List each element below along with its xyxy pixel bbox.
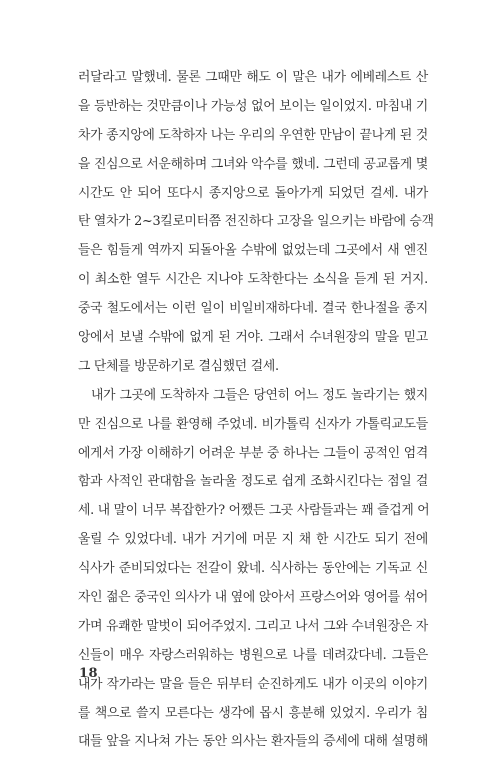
body-text [78,64,434,757]
text-line: 를 책으로 쓸지 모른다는 생각에 몹시 흥분해 있었지. 우리가 침 [78,705,428,721]
text-line: 들은 힘들게 역까지 되돌아올 수밖에 없었는데 그곳에서 새 엔진 [78,243,428,259]
text-line: 차가 종지앙에 도착하자 나는 우리의 우연한 만남이 끝나게 된 것 [78,127,428,143]
text-line: 세. 내 말이 너무 복잡한가? 어쨌든 그곳 사람들과는 꽤 즐겁게 어 [78,503,430,519]
text-line: 탄 열차가 2~3킬로미터쯤 전진하다 고장을 일으키는 바람에 승객 [78,214,434,230]
text-line: 만 진심으로 나를 환영해 주었네. 비가톨릭 신자가 가톨릭교도들 [78,416,428,432]
text-line: 울릴 수 있었다네. 내가 거기에 머문 지 채 한 시간도 되기 전에 [78,532,428,548]
text-line: 내가 그곳에 도착하자 그들은 당연히 어느 정도 놀라기는 했지 [91,387,428,403]
text-line: 자인 젊은 중국인 의사가 내 옆에 앉아서 프랑스어와 영어를 섞어 [78,590,428,606]
text-line: 중국 철도에서는 이런 일이 비일비재하다네. 결국 한나절을 종지 [78,301,428,317]
text-line: 내가 작가라는 말을 들은 뒤부터 순진하게도 내가 이곳의 이야기 [78,676,428,692]
text-line: 을 진심으로 서운해하며 그녀와 악수를 했네. 그런데 공교롭게 몇 [78,156,428,172]
text-line: 신들이 매우 자랑스러워하는 병원으로 나를 데려갔다네. 그들은 [78,647,428,663]
text-line: 식사가 준비되었다는 전갈이 왔네. 식사하는 동안에는 기독교 신 [78,561,428,577]
text-line: 함과 사적인 관대함을 놀라울 정도로 쉽게 조화시킨다는 점일 걸 [78,474,428,490]
text-line: 에게서 가장 이해하기 어려운 부분 중 하나는 그들이 공적인 엄격 [78,445,428,461]
text-line: 시간도 안 되어 또다시 종지앙으로 돌아가게 되었던 걸세. 내가 [78,185,428,201]
text-line: 대들 앞을 지나쳐 가는 동안 의사는 환자들의 증세에 대해 설명해 [78,734,428,750]
text-line: 을 등반하는 것만큼이나 가능성 없어 보이는 일이었지. 마침내 기 [78,98,428,114]
text-line: 그 단체를 방문하기로 결심했던 걸세. [78,358,279,374]
text-line: 가며 유쾌한 말벗이 되어주었지. 그리고 나서 그와 수녀원장은 자 [78,618,428,634]
page-number: 18 [79,666,99,681]
text-line: 이 최소한 열두 시간은 지나야 도착한다는 소식을 듣게 된 거지. [78,272,428,288]
text-line: 러달라고 말했네. 물론 그때만 해도 이 말은 내가 에베레스트 산 [78,70,428,85]
text-line: 앙에서 보낼 수밖에 없게 된 거야. 그래서 수녀원장의 말을 믿고 [78,330,428,346]
